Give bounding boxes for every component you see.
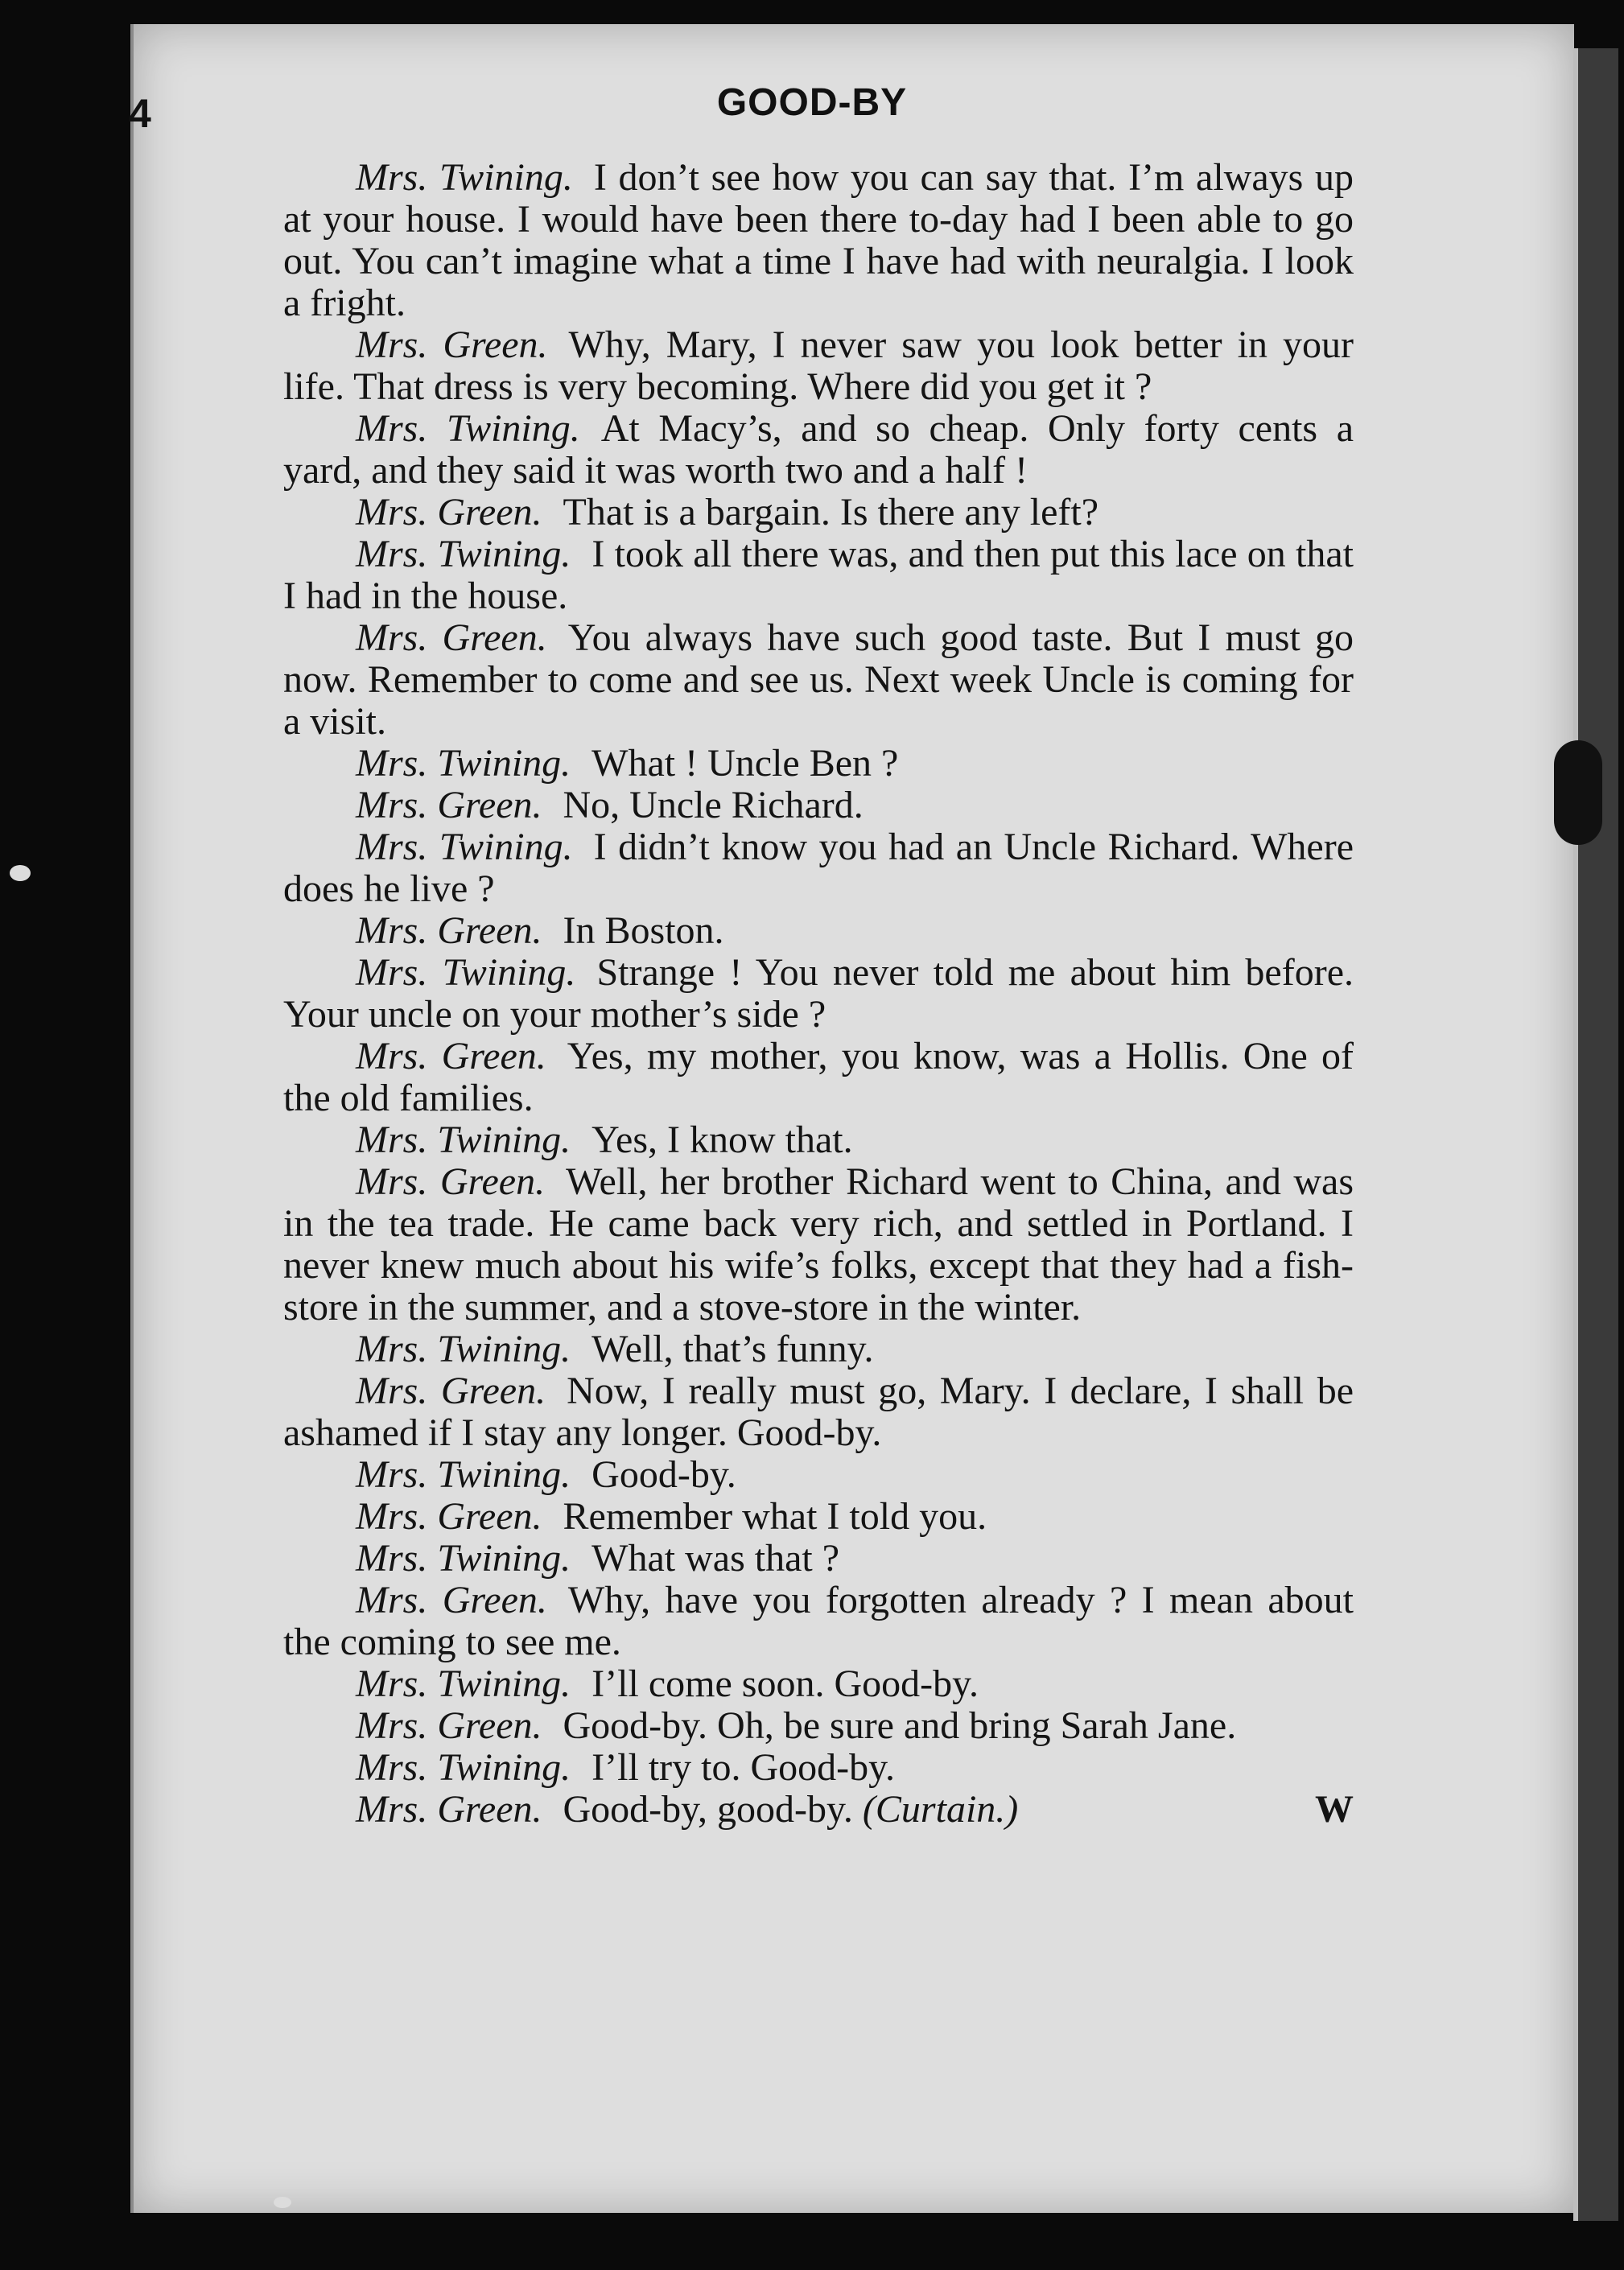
dialogue-text: I didn’t know you had an Uncle Richard. Where does he live ?: [283, 826, 1354, 910]
dialogue-text: Good-by. Oh, be sure and bring Sarah Jane.: [563, 1704, 1237, 1747]
dialogue-paragraph: [283, 534, 1354, 617]
paper-speck: [274, 2197, 291, 2208]
dialogue-paragraph: [283, 910, 1354, 952]
dialogue-paragraph: [283, 1329, 1354, 1370]
dialogue-text: What ! Uncle Ben ?: [591, 742, 899, 785]
facing-page-edge: [1573, 48, 1618, 2221]
dialogue-text: No, Uncle Richard.: [563, 784, 864, 826]
dialogue-text: Well, her brother Richard went to China, and was in the tea trade. He came back very rich, and settled in Portland. I never knew much about his wife’s folks, except that they had a fish-store in the summer, and a stove-store in the winter.: [283, 1160, 1354, 1329]
speaker-name: Mrs. Green.: [356, 784, 542, 826]
dialogue-text: Why, Mary, I never saw you look better in your life. That dress is very becoming. Where did you get it ?: [283, 323, 1354, 408]
dialogue-paragraph: [283, 952, 1354, 1036]
paper-speck: [10, 865, 31, 881]
dialogue-text: I’ll come soon. Good-by.: [591, 1662, 979, 1705]
speaker-name: Mrs. Green.: [356, 323, 548, 366]
speaker-name: Mrs. Twining.: [356, 1662, 571, 1705]
speaker-name: Mrs. Green.: [356, 491, 542, 534]
stage-direction: (Curtain.): [862, 1788, 1019, 1831]
speaker-name: Mrs. Green.: [356, 1370, 546, 1412]
speaker-name: Mrs. Green.: [356, 1579, 547, 1621]
dialogue-paragraph: [283, 743, 1354, 785]
speaker-name: Mrs. Twining.: [356, 951, 576, 994]
speaker-name: Mrs. Green.: [356, 1495, 542, 1538]
dialogue-text: What was that ?: [591, 1537, 840, 1580]
dialogue-text: I don’t see how you can say that. I’m always up at your house. I would have been there to-day had I been able to go out. You can’t imagine what a time I have had with neuralgia. I look a fright.: [283, 156, 1354, 324]
dialogue-paragraph: [283, 1119, 1354, 1161]
dialogue-paragraph: [283, 492, 1354, 534]
dialogue-paragraph: [283, 1580, 1354, 1663]
dialogue-paragraph: [283, 1161, 1354, 1329]
dialogue-paragraph: [283, 157, 1354, 324]
dialogue-text: I took all there was, and then put this lace on that I had in the house.: [283, 533, 1354, 617]
dialogue-paragraph: [283, 1538, 1354, 1580]
catchword: W: [1315, 1788, 1354, 1831]
speaker-name: Mrs. Green.: [356, 1160, 546, 1203]
speaker-name: Mrs. Twining.: [356, 533, 571, 575]
dialogue-text: That is a bargain. Is there any left?: [563, 491, 1099, 534]
speaker-name: Mrs. Green.: [356, 616, 547, 659]
speaker-name: Mrs. Twining.: [356, 742, 571, 785]
dialogue-paragraph: [283, 1454, 1354, 1496]
dialogue-text: Good-by, good-by.: [563, 1788, 853, 1831]
dialogue-text: I’ll try to. Good-by.: [591, 1746, 895, 1789]
dialogue-paragraph: [283, 617, 1354, 743]
dialogue-text: Strange ! You never told me about him before. Your uncle on your mother’s side ?: [283, 951, 1354, 1036]
dialogue-paragraph: [283, 1705, 1354, 1747]
dialogue-paragraph: [283, 826, 1354, 910]
dialogue-paragraph: [283, 1663, 1354, 1705]
dialogue-text: Yes, I know that.: [591, 1119, 853, 1161]
speaker-name: Mrs. Twining.: [356, 1328, 571, 1370]
speaker-name: Mrs. Green.: [356, 1035, 546, 1077]
speaker-name: Mrs. Green.: [356, 1788, 542, 1831]
dialogue-paragraph: [283, 785, 1354, 826]
dialogue-text: Why, have you forgotten already ? I mean about the coming to see me.: [283, 1579, 1354, 1663]
running-head: GOOD-BY: [716, 81, 908, 124]
dialogue-text: Yes, my mother, you know, was a Hollis. One of the old families.: [283, 1035, 1354, 1119]
dialogue-paragraph: [283, 324, 1354, 408]
dialogue-paragraph: [283, 1036, 1354, 1119]
dialogue-paragraph: [283, 1747, 1354, 1789]
ink-blot: [1554, 740, 1602, 845]
speaker-name: Mrs. Twining.: [356, 826, 573, 868]
speaker-name: Mrs. Green.: [356, 1704, 542, 1747]
play-text: [283, 157, 1354, 1831]
speaker-name: Mrs. Twining.: [356, 1453, 571, 1496]
speaker-name: Mrs. Twining.: [356, 1537, 571, 1580]
speaker-name: Mrs. Green.: [356, 909, 542, 952]
page-number: 4: [129, 91, 151, 136]
dialogue-paragraph: [283, 1789, 1354, 1831]
speaker-name: Mrs. Twining.: [356, 1746, 571, 1789]
dialogue-text: At Macy’s, and so cheap. Only forty cents a yard, and they said it was worth two and a half !: [283, 407, 1354, 492]
speaker-name: Mrs. Twining.: [356, 156, 573, 199]
dialogue-text: Remember what I told you.: [563, 1495, 987, 1538]
dialogue-text: Now, I really must go, Mary. I declare, I shall be ashamed if I stay any longer. Good-by.: [283, 1370, 1354, 1454]
speaker-name: Mrs. Twining.: [356, 407, 580, 450]
dialogue-paragraph: [283, 1370, 1354, 1454]
dialogue-text: Well, that’s funny.: [591, 1328, 874, 1370]
dialogue-text: Good-by.: [591, 1453, 736, 1496]
speaker-name: Mrs. Twining.: [356, 1119, 571, 1161]
dialogue-paragraph: [283, 1496, 1354, 1538]
dialogue-text: In Boston.: [563, 909, 724, 952]
dialogue-paragraph: [283, 408, 1354, 492]
dialogue-text: You always have such good taste. But I must go now. Remember to come and see us. Next week Uncle is coming for a visit.: [283, 616, 1354, 743]
